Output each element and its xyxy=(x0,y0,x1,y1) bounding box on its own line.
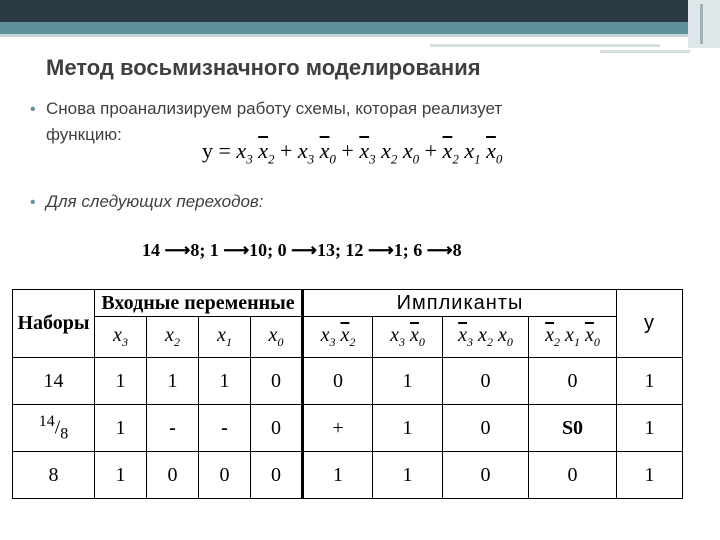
header-implicants: Импликанты xyxy=(303,290,617,317)
formula-plus: + xyxy=(341,138,354,163)
truth-table xyxy=(12,289,683,499)
header-nabory: Наборы xyxy=(13,290,95,358)
bullet-1-line-2: функцию: xyxy=(46,125,122,144)
arrow-icon: ⟶ xyxy=(223,240,250,260)
cell-input: 0 xyxy=(251,358,303,405)
cell-set: 14 xyxy=(13,358,95,405)
header-y: y xyxy=(617,290,683,358)
corner-decoration xyxy=(688,0,720,48)
bullet-text-2: Для следующих переходов: xyxy=(46,192,264,211)
table-row xyxy=(13,405,683,452)
cell-implicant: 1 xyxy=(373,358,443,405)
input-var-x2: $x_2$ xyxy=(147,317,199,358)
formula-term-4: $\overline{x}_2$ $x_1$ $\overline{x}_0$ xyxy=(442,138,503,167)
deco-line xyxy=(600,50,690,53)
arrow-icon: ⟶ xyxy=(164,240,191,260)
cell-input: 0 xyxy=(199,452,251,499)
bullet-marker: • xyxy=(30,194,36,211)
transition-value: 14 xyxy=(142,240,160,260)
cell-implicant: 1 xyxy=(303,452,373,499)
cell-input: 0 xyxy=(251,452,303,499)
cell-implicant: 0 xyxy=(443,405,529,452)
top-bar xyxy=(0,0,720,22)
cell-y: 1 xyxy=(617,358,683,405)
formula xyxy=(202,138,502,167)
cell-implicant: 0 xyxy=(443,452,529,499)
transition-value: 10; 0 xyxy=(249,240,287,260)
input-var-x3: $x_3$ xyxy=(95,317,147,358)
cell-implicant: 0 xyxy=(529,452,617,499)
cell-implicant: 1 xyxy=(373,405,443,452)
implicant-3: $\overline{x}_3$ $x_2$ $x_0$ xyxy=(443,317,529,358)
table-row xyxy=(13,452,683,499)
cell-input: 1 xyxy=(199,358,251,405)
cell-input: - xyxy=(199,405,251,452)
arrow-icon: ⟶ xyxy=(426,240,453,260)
deco-line xyxy=(430,44,660,47)
implicant-2: $x_3$ $\overline{x}_0$ xyxy=(373,317,443,358)
formula-plus: + xyxy=(424,138,438,163)
formula-lhs: y = xyxy=(202,138,231,163)
arrow-icon: ⟶ xyxy=(367,240,394,260)
cell-input: 0 xyxy=(147,452,199,499)
formula-term-1: $x_3$ $\overline{x}_2$ xyxy=(236,138,275,167)
formula-term-3: $\overline{x}_3$ $x_2$ $x_0$ xyxy=(359,138,420,167)
implicant-4: $\overline{x}_2$ $x_1$ $\overline{x}_0$ xyxy=(529,317,617,358)
cell-input: - xyxy=(147,405,199,452)
cell-implicant: 0 xyxy=(529,358,617,405)
cell-input: 1 xyxy=(95,358,147,405)
top-stripe xyxy=(0,22,720,34)
header-inputs: Входные переменные xyxy=(95,290,303,317)
implicant-1: $x_3$ $\overline{x}_2$ xyxy=(303,317,373,358)
transition-value: 8; 1 xyxy=(190,240,219,260)
cell-input: 1 xyxy=(95,452,147,499)
cell-input: 1 xyxy=(147,358,199,405)
transition-value: 1; 6 xyxy=(393,240,423,260)
cell-implicant: 0 xyxy=(303,358,373,405)
cell-input: 1 xyxy=(95,405,147,452)
cell-y: 1 xyxy=(617,452,683,499)
formula-plus: + xyxy=(279,138,293,163)
slide-title: Метод восьмизначного моделирования xyxy=(46,55,481,80)
cell-set: 8 xyxy=(13,452,95,499)
formula-term-2: $x_3$ $\overline{x}_0$ xyxy=(297,138,336,167)
transitions-line xyxy=(142,240,462,261)
cell-y: 1 xyxy=(617,405,683,452)
bullet-marker: • xyxy=(30,101,36,118)
cell-implicant: 1 xyxy=(373,452,443,499)
cell-set: $^{14}/_8$ xyxy=(13,405,95,452)
input-var-x1: $x_1$ xyxy=(199,317,251,358)
transition-value: 8 xyxy=(452,240,462,260)
cell-implicant: + xyxy=(303,405,373,452)
arrow-icon: ⟶ xyxy=(291,240,317,260)
top-stripe-light xyxy=(0,34,720,37)
cell-input: 0 xyxy=(251,405,303,452)
bullet-1-line-1: Снова проанализируем работу схемы, которая реализует xyxy=(46,99,503,118)
transition-value: 13; 12 xyxy=(316,240,364,260)
input-var-x0: $x_0$ xyxy=(251,317,303,358)
table-row xyxy=(13,358,683,405)
cell-implicant: S0 xyxy=(529,405,617,452)
cell-implicant: 0 xyxy=(443,358,529,405)
